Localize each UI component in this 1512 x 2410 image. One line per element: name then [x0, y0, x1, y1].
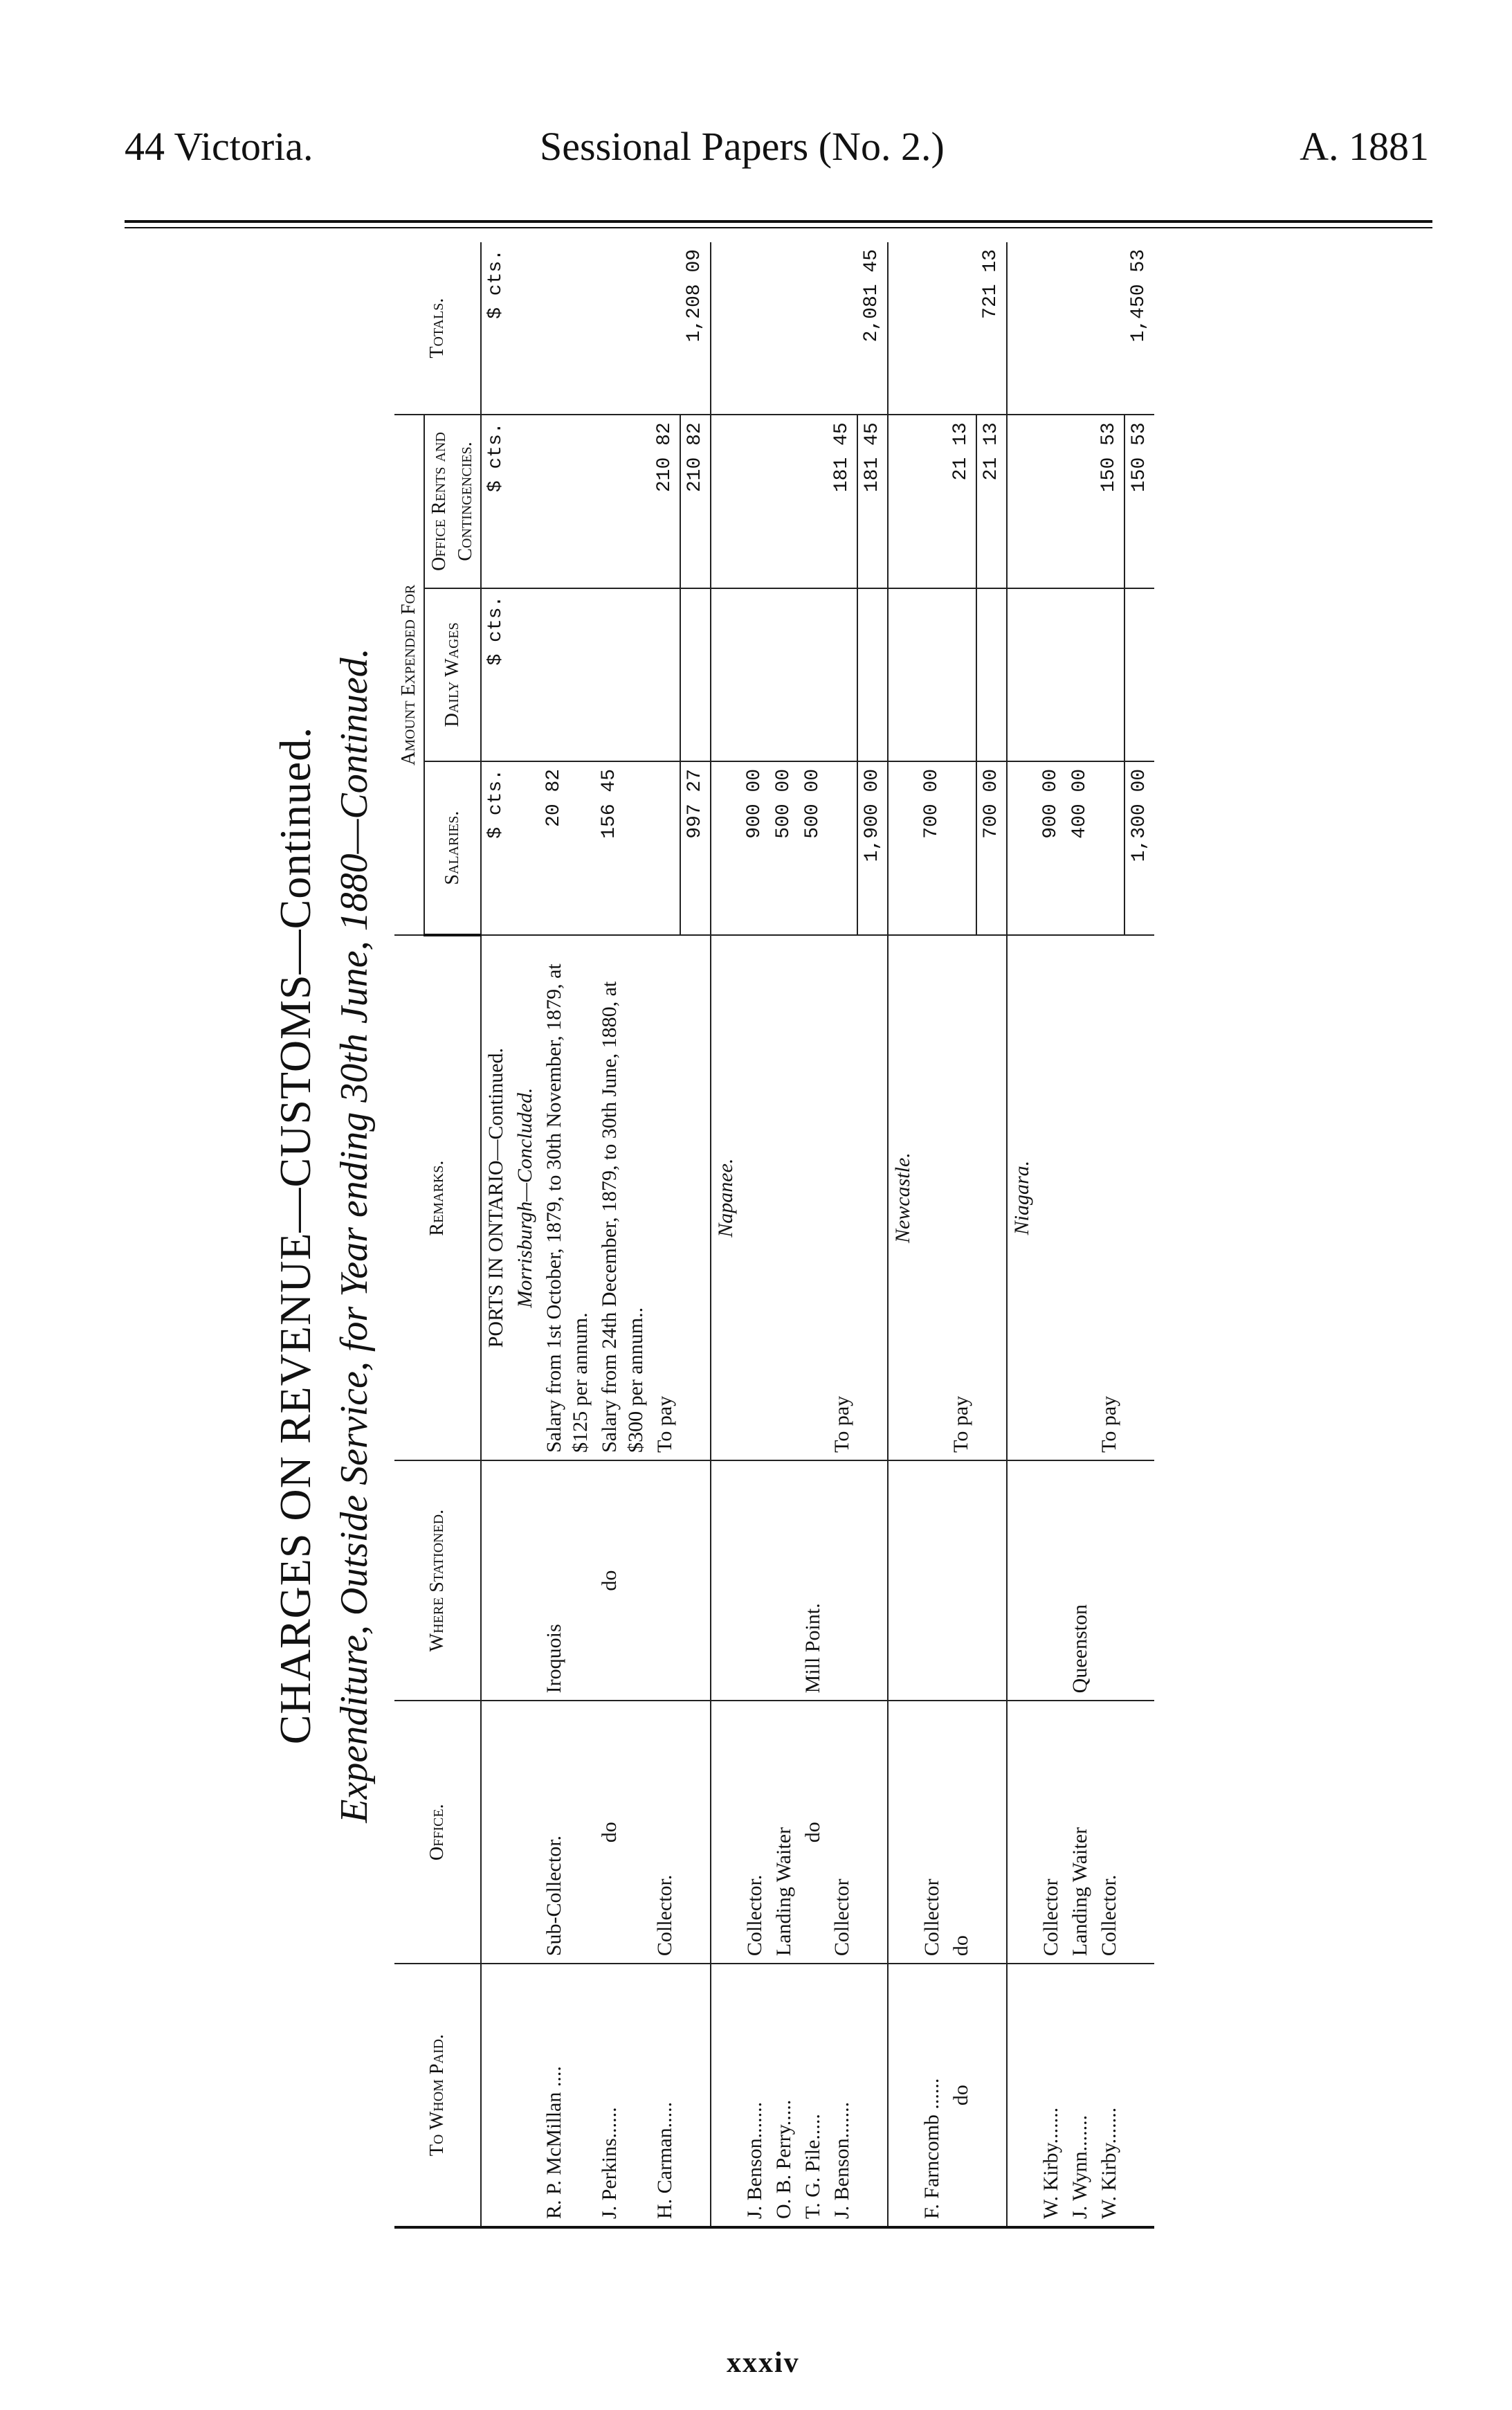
payee: J. Perkins...... [595, 1964, 650, 2227]
running-header-left: 44 Victoria. [125, 124, 313, 169]
salary: 500 00 [769, 761, 799, 935]
total: 1,208 09 [680, 242, 711, 415]
page-subtitle: Expenditure, Outside Service, for Year ending 30th June, 1880—Continued. [333, 648, 376, 1823]
office: Landing Waiter [1066, 1701, 1095, 1964]
table-row [650, 242, 680, 2227]
total: 1,450 53 [1124, 242, 1154, 415]
office: Collector [918, 1701, 947, 1964]
subtotal-rents: 21 13 [976, 415, 1007, 588]
office: Collector [1037, 1701, 1066, 1964]
unit-totals: $ cts. [481, 242, 511, 415]
unit-salaries: $ cts. [481, 761, 511, 935]
payee: F. Farncomb ...... [918, 1964, 947, 2227]
subtotal-row [680, 242, 711, 2227]
table-row [947, 242, 976, 2227]
table-row [918, 242, 947, 2227]
table-row [799, 242, 828, 2227]
total: 2,081 45 [857, 242, 888, 415]
col-rents: Office Rents and Contingencies. [424, 415, 481, 588]
station: Queenston [1066, 1460, 1095, 1701]
col-wages: Daily Wages [424, 588, 481, 761]
subtotal-rents: 181 45 [857, 415, 888, 588]
rents: 21 13 [947, 415, 976, 588]
remark: Salary from 24th December, 1879, to 30th June, 1880, at $300 per annum.. [595, 935, 650, 1460]
subtotal-salary: 700 00 [976, 761, 1007, 935]
header-rule-2 [125, 227, 1432, 228]
station: Mill Point. [799, 1460, 828, 1701]
table-row [1037, 242, 1066, 2227]
col-totals: Totals. [394, 242, 481, 415]
salary: 900 00 [740, 761, 769, 935]
rotated-table-region [256, 242, 1446, 2229]
table-row [595, 242, 650, 2227]
unit-wages: $ cts. [481, 588, 511, 761]
office: Landing Waiter [769, 1701, 799, 1964]
table-row [828, 242, 857, 2227]
port-heading-newcastle: Newcastle. [888, 935, 918, 1460]
salary: 500 00 [799, 761, 828, 935]
office: Collector [828, 1701, 857, 1964]
table-row [1066, 242, 1095, 2227]
page-title: CHARGES ON REVENUE—CUSTOMS—Continued. [271, 726, 320, 1745]
remark: To pay [1095, 935, 1124, 1460]
salary: 400 00 [1066, 761, 1095, 935]
office: Collector. [740, 1701, 769, 1964]
col-expended: Amount Expended For [394, 415, 424, 935]
payee: J. Benson....... [740, 1964, 769, 2227]
table-row [1095, 242, 1124, 2227]
payee: W. Kirby....... [1037, 1964, 1066, 2227]
payee: T. G. Pile..... [799, 1964, 828, 2227]
subtotal-salary: 1,900 00 [857, 761, 888, 935]
payee: W. Kirby....... [1095, 1964, 1124, 2227]
section-heading: PORTS IN ONTARIO—Continued. [481, 935, 511, 1460]
payee: O. B. Perry..... [769, 1964, 799, 2227]
office: do [799, 1701, 828, 1964]
remark: Salary from 1st October, 1879, to 30th November, 1879, at $125 per annum. [540, 935, 595, 1460]
salary: 900 00 [1037, 761, 1066, 935]
col-remarks: Remarks. [394, 935, 481, 1460]
payee: J. Benson....... [828, 1964, 857, 2227]
office: Collector. [1095, 1701, 1124, 1964]
col-station: Where Stationed. [394, 1460, 481, 1701]
subtotal-salary: 997 27 [680, 761, 711, 935]
table-row [540, 242, 595, 2227]
payee: R. P. McMillan .... [540, 1964, 595, 2227]
office: do [947, 1701, 976, 1964]
col-office: Office. [394, 1701, 481, 1964]
rents: 210 82 [650, 415, 680, 588]
remark: To pay [828, 935, 857, 1460]
running-header-right: A. 1881 [1300, 124, 1429, 169]
unit-rents: $ cts. [481, 415, 511, 588]
payee: J. Wynn....... [1066, 1964, 1095, 2227]
payee: H. Carman..... [650, 1964, 680, 2227]
col-salaries: Salaries. [424, 761, 481, 935]
table-row [769, 242, 799, 2227]
rents: 150 53 [1095, 415, 1124, 588]
station: do [595, 1460, 650, 1701]
remark: To pay [650, 935, 680, 1460]
subtotal-row [1124, 242, 1154, 2227]
payee: do [947, 1964, 976, 2227]
expenditure-table [394, 242, 1154, 2229]
total: 721 13 [976, 242, 1007, 415]
running-header-center: Sessional Papers (No. 2.) [540, 124, 945, 169]
salary: 700 00 [918, 761, 947, 935]
rents: 181 45 [828, 415, 857, 588]
subtotal-rents: 210 82 [680, 415, 711, 588]
salary: 20 82 [540, 761, 595, 935]
station: Iroquois [540, 1460, 595, 1701]
header-rule [125, 220, 1432, 223]
port-heading-niagara: Niagara. [1007, 935, 1037, 1460]
subtotal-salary: 1,300 00 [1124, 761, 1154, 935]
office: do [595, 1701, 650, 1964]
subtotal-rents: 150 53 [1124, 415, 1154, 588]
page-number: xxxiv [727, 2347, 800, 2379]
salary: 156 45 [595, 761, 650, 935]
subtotal-row [857, 242, 888, 2227]
port-heading-napanee: Napanee. [711, 935, 740, 1460]
table-row [740, 242, 769, 2227]
office: Sub-Collector. [540, 1701, 595, 1964]
remark: To pay [947, 935, 976, 1460]
port-heading-morrisburgh: Morrisburgh—Concluded. [511, 935, 540, 1460]
subtotal-row [976, 242, 1007, 2227]
col-paid: To Whom Paid. [394, 1964, 481, 2227]
office: Collector. [650, 1701, 680, 1964]
